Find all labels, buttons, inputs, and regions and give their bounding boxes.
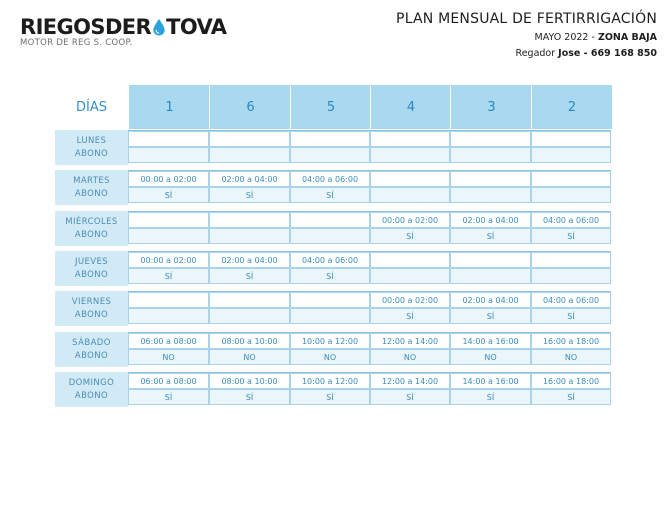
abono-cell: NO <box>370 349 450 365</box>
time-cell: 14:00 a 16:00 <box>450 333 531 349</box>
column-header: 6 <box>209 85 291 129</box>
abono-cell: SÍ <box>370 228 450 244</box>
plan-header <box>396 10 657 59</box>
time-cell: 02:00 a 04:00 <box>209 171 290 187</box>
abono-label: ABONO <box>74 390 109 401</box>
plan-title: PLAN MENSUAL DE FERTIRRIGACIÓN <box>396 11 657 27</box>
time-cell: 14:00 a 16:00 <box>450 373 531 389</box>
abono-cell <box>209 308 290 324</box>
regador-line <box>396 48 657 59</box>
time-cell: 16:00 a 18:00 <box>531 373 611 389</box>
time-cell <box>450 171 531 187</box>
time-cell: 00:00 a 02:00 <box>370 212 450 228</box>
time-cell <box>209 131 290 147</box>
time-cell: 16:00 a 18:00 <box>531 333 611 349</box>
abono-cell <box>450 187 531 203</box>
day-row <box>55 251 611 286</box>
time-cell: 00:00 a 02:00 <box>128 171 209 187</box>
abono-cell: SÍ <box>128 268 209 284</box>
days-header: DÍAS <box>55 85 128 129</box>
time-cell: 04:00 a 06:00 <box>290 252 370 268</box>
abono-cell <box>209 228 290 244</box>
abono-cell: NO <box>209 349 290 365</box>
abono-cell <box>531 147 611 163</box>
day-label <box>55 332 128 367</box>
day-label <box>55 130 128 165</box>
abono-cell: NO <box>290 349 370 365</box>
abono-cell: SÍ <box>290 187 370 203</box>
day-row <box>55 291 611 326</box>
abono-cell <box>128 308 209 324</box>
abono-cell: SÍ <box>531 308 611 324</box>
time-cell: 02:00 a 04:00 <box>209 252 290 268</box>
abono-cell <box>128 147 209 163</box>
day-name: MIÉRCOLES <box>65 216 118 227</box>
day-name: MARTES <box>73 175 110 186</box>
month-text: MAYO 2022 - <box>534 32 598 43</box>
abono-cell: SÍ <box>370 389 450 405</box>
regador-label: Regador <box>515 48 559 59</box>
time-cell: 08:00 a 10:00 <box>209 333 290 349</box>
time-cell <box>370 171 450 187</box>
abono-label: ABONO <box>74 229 109 240</box>
abono-cell <box>450 147 531 163</box>
time-cell <box>128 131 209 147</box>
abono-cell <box>290 147 370 163</box>
time-cell: 08:00 a 10:00 <box>209 373 290 389</box>
zone-text: ZONA BAJA <box>597 32 657 43</box>
day-row <box>55 372 611 407</box>
abono-cell <box>370 187 450 203</box>
abono-cell: SÍ <box>370 308 450 324</box>
time-cell <box>531 171 611 187</box>
time-cell <box>370 252 450 268</box>
time-cell <box>290 212 370 228</box>
time-cell: 04:00 a 06:00 <box>290 171 370 187</box>
time-cell <box>531 252 611 268</box>
time-cell <box>209 292 290 308</box>
abono-cell: SÍ <box>450 308 531 324</box>
time-cell: 00:00 a 02:00 <box>128 252 209 268</box>
time-cell: 10:00 a 12:00 <box>290 333 370 349</box>
column-header: 3 <box>450 85 532 129</box>
day-name: DOMINGO <box>68 377 115 388</box>
abono-label: ABONO <box>74 269 109 280</box>
day-name: LUNES <box>76 135 107 146</box>
column-header: 1 <box>128 85 210 129</box>
abono-cell: SÍ <box>209 389 290 405</box>
abono-cell: SÍ <box>531 389 611 405</box>
time-cell: 10:00 a 12:00 <box>290 373 370 389</box>
abono-cell: SÍ <box>209 187 290 203</box>
abono-cell: NO <box>531 349 611 365</box>
day-row <box>55 170 611 205</box>
time-cell <box>450 252 531 268</box>
brand-name-part1: RIEGOSDER <box>20 15 152 39</box>
regador-name: Jose - 669 168 850 <box>558 48 657 59</box>
time-cell <box>128 212 209 228</box>
plan-month <box>396 32 657 43</box>
time-cell: 06:00 a 08:00 <box>128 333 209 349</box>
abono-cell: SÍ <box>128 187 209 203</box>
day-label <box>55 211 128 246</box>
time-cell: 04:00 a 06:00 <box>531 212 611 228</box>
time-cell: 00:00 a 02:00 <box>370 292 450 308</box>
day-row <box>55 130 611 165</box>
abono-cell: NO <box>128 349 209 365</box>
abono-cell: SÍ <box>531 228 611 244</box>
abono-cell: SÍ <box>128 389 209 405</box>
abono-label: ABONO <box>74 188 109 199</box>
abono-cell: SÍ <box>450 389 531 405</box>
water-drop-icon <box>152 19 166 36</box>
abono-cell <box>531 187 611 203</box>
day-name: SÁBADO <box>72 337 111 348</box>
day-name: JUEVES <box>74 256 109 267</box>
time-cell <box>450 131 531 147</box>
abono-cell <box>370 147 450 163</box>
abono-cell <box>450 268 531 284</box>
column-header: 2 <box>531 85 612 129</box>
time-cell <box>290 131 370 147</box>
column-header: 5 <box>290 85 371 129</box>
time-cell <box>531 131 611 147</box>
day-label <box>55 291 128 326</box>
time-cell: 06:00 a 08:00 <box>128 373 209 389</box>
time-cell: 04:00 a 06:00 <box>531 292 611 308</box>
day-name: VIERNES <box>71 296 112 307</box>
time-cell: 02:00 a 04:00 <box>450 292 531 308</box>
day-label <box>55 372 128 407</box>
day-row <box>55 211 611 246</box>
brand-name <box>20 16 226 38</box>
abono-cell: SÍ <box>209 268 290 284</box>
time-cell <box>128 292 209 308</box>
brand-subtitle: MOTOR DE REG S. COOP. <box>20 38 133 48</box>
abono-cell <box>290 308 370 324</box>
abono-cell <box>128 228 209 244</box>
abono-cell <box>531 268 611 284</box>
day-label <box>55 170 128 205</box>
time-cell <box>370 131 450 147</box>
abono-label: ABONO <box>74 309 109 320</box>
time-cell <box>290 292 370 308</box>
abono-cell <box>370 268 450 284</box>
time-cell: 02:00 a 04:00 <box>450 212 531 228</box>
abono-label: ABONO <box>74 148 109 159</box>
brand-name-part2: TOVA <box>166 15 227 39</box>
day-row <box>55 332 611 367</box>
abono-label: ABONO <box>74 350 109 361</box>
column-header: 4 <box>370 85 451 129</box>
time-cell: 12:00 a 14:00 <box>370 373 450 389</box>
abono-cell: NO <box>450 349 531 365</box>
abono-cell <box>290 228 370 244</box>
abono-cell: SÍ <box>450 228 531 244</box>
time-cell: 12:00 a 14:00 <box>370 333 450 349</box>
time-cell <box>209 212 290 228</box>
brand-logo <box>20 16 226 48</box>
abono-cell: SÍ <box>290 389 370 405</box>
abono-cell <box>209 147 290 163</box>
abono-cell: SÍ <box>290 268 370 284</box>
day-label <box>55 251 128 286</box>
